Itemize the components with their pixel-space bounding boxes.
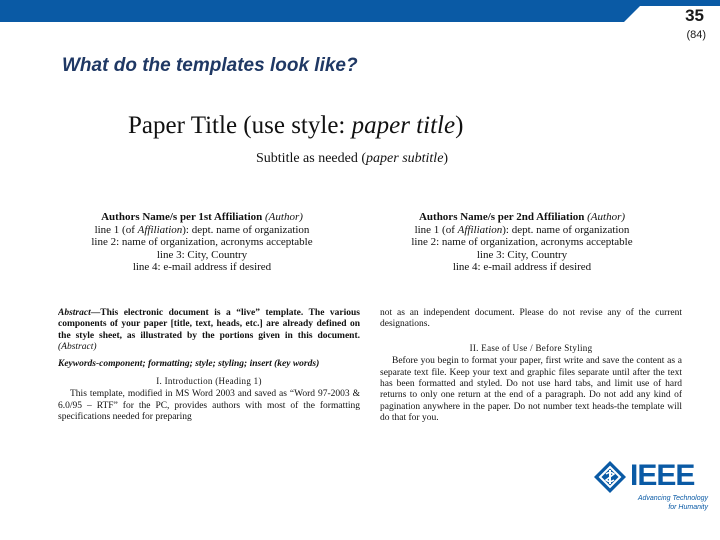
author2-line1-suffix: ): dept. name of organization (502, 223, 630, 236)
keywords: Keywords-component; formatting; style; styling; insert (key words) (58, 358, 320, 369)
author1-name: Authors Name/s per 1st Affiliation (101, 211, 263, 223)
abstract-style: (Abstract) (58, 342, 97, 353)
author-block-1 (52, 211, 352, 274)
slide-number: 35 (685, 6, 704, 25)
author2-name: Authors Name/s per 2nd Affiliation (418, 211, 585, 223)
abstract-text: —This electronic document is a “live” template. The various components of your paper [title, text, heads, etc.] are already defined on the style sheet, as illustrated by the portions given in this document. (58, 308, 360, 341)
top-banner (0, 0, 720, 22)
author2-role: (Author) (587, 211, 626, 223)
paper-title (128, 112, 463, 140)
right-text-body: Before you begin to format your paper, first write and save the content as a separate text file. Keep your text and graphic files separate until after the text has been formatted and styled. Do not use hard tabs, and limit use of hard returns to only one return at the end of a paragraph. Do not add any kind of pagination anywhere in the paper. Do not number text heads-the template will do that for you. (380, 356, 682, 424)
abstract-paragraph (58, 308, 360, 354)
abstract-label: Abstract (58, 308, 91, 318)
paper-subtitle-close: ) (443, 151, 449, 166)
author1-line1-style: Affiliation (137, 223, 183, 236)
author1-line2: line 2: name of organization, acronyms acceptable (91, 236, 313, 248)
paper-title-close: ) (455, 112, 464, 139)
right-column (380, 308, 682, 458)
author2-line4: line 4: e-mail address if desired (452, 261, 592, 273)
intro-text: This template, modified in MS Word 2003 and saved as “Word 97-2003 & 6.0/95 – RTF” for the PC, provides authors with most of the formatting specifications needed for preparing (58, 389, 360, 423)
ieee-tagline-1: Advancing Technology (637, 495, 708, 502)
author1-line1-prefix: line 1 (of (94, 223, 135, 236)
author1-role: (Author) (265, 211, 303, 223)
ieee-tagline-2: for Humanity (668, 504, 708, 511)
slide-sub-number: (84) (686, 29, 706, 41)
left-column (58, 308, 360, 458)
section2-heading: II. Ease of Use / Before Styling (469, 342, 593, 353)
author1-line3: line 3: City, Country (156, 248, 248, 261)
intro-heading: I. Introduction (Heading 1) (156, 376, 262, 387)
right-text-top: not as an independent document. Please do not revise any of the current designations. (380, 308, 682, 330)
slide-title: What do the templates look like? (62, 55, 358, 76)
paper-subtitle-style: paper subtitle (366, 151, 444, 166)
author1-line1-suffix: ): dept. name of organization (182, 223, 310, 236)
paper-title-text: Paper Title (use style: (128, 112, 346, 139)
paper-subtitle (256, 151, 448, 167)
ieee-wordmark: IEEE (630, 459, 695, 492)
author2-line2: line 2: name of organization, acronyms acceptable (411, 236, 633, 248)
author2-line1-style: Affiliation (457, 223, 503, 236)
author2-line1-prefix: line 1 (of (414, 223, 455, 236)
author1-line4: line 4: e-mail address if desired (132, 261, 272, 273)
author-block-2 (372, 211, 672, 274)
paper-title-style: paper title (351, 112, 456, 139)
author2-line3: line 3: City, Country (476, 248, 568, 261)
ieee-diamond-icon (593, 460, 627, 494)
paper-subtitle-text: Subtitle as needed ( (256, 151, 367, 166)
